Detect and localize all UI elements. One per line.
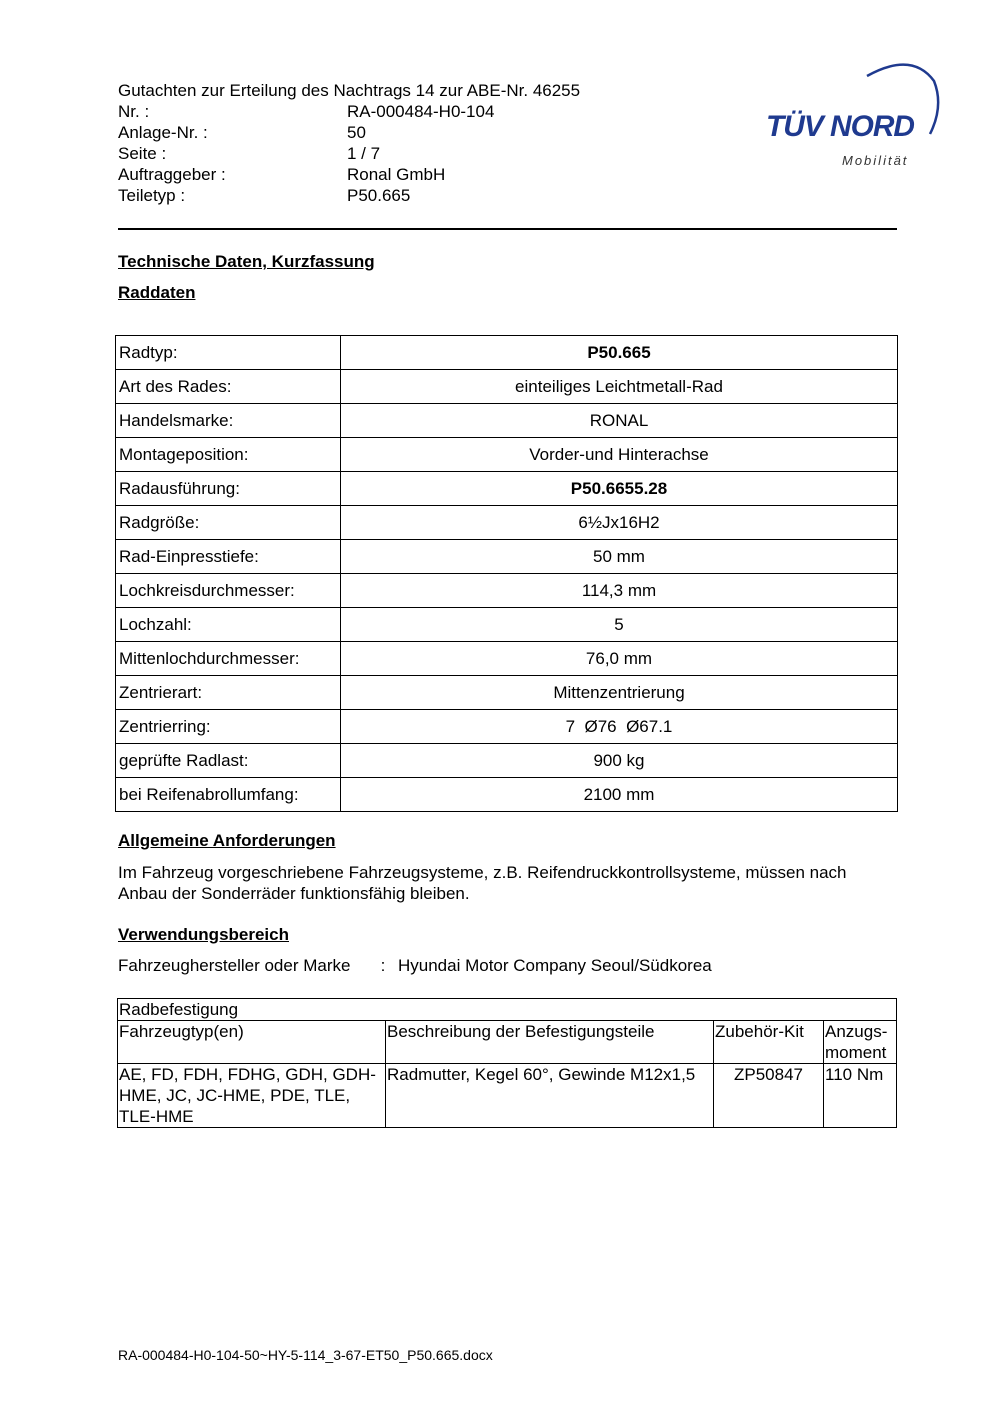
column-header: Beschreibung der Befestigungsteile [386,1021,714,1064]
header-row-auftraggeber [118,164,678,185]
row-label: bei Reifenabrollumfang: [116,778,341,812]
vehicle-types-cell: AE, FD, FDH, FDHG, GDH, GDH-HME, JC, JC-HME, PDE, TLE, TLE-HME [118,1064,386,1128]
row-value: P50.665 [341,336,898,370]
row-label: Mittenlochdurchmesser: [116,642,341,676]
row-value: 5 [341,608,898,642]
row-value: RONAL [341,404,898,438]
header-row-teiletyp [118,185,678,206]
table-row [116,574,898,608]
row-label: geprüfte Radlast: [116,744,341,778]
row-value: 76,0 mm [341,642,898,676]
row-label: Rad-Einpresstiefe: [116,540,341,574]
anforderungen-text: Im Fahrzeug vorgeschriebene Fahrzeugsysteme, z.B. Reifendruckkontrollsysteme, müssen nach Anbau der Sonderräder funktionsfähig bleiben. [118,863,847,903]
table-row [116,370,898,404]
column-header: Zubehör-Kit [714,1021,824,1064]
table-row [116,540,898,574]
header-label: Nr. : [118,102,150,121]
table-row [116,676,898,710]
row-value: 114,3 mm [341,574,898,608]
table-row [116,744,898,778]
header-value: 1 / 7 [347,144,381,163]
kit-cell: ZP50847 [714,1064,824,1128]
manufacturer-line [118,956,712,976]
document-title: Gutachten zur Erteilung des Nachtrags 14 zur ABE-Nr. 46255 [118,81,581,100]
header-row-nr [118,101,678,122]
header-label: Seite : [118,144,167,163]
wheel-data-table [115,335,898,812]
row-label: Radgröße: [116,506,341,540]
document-header [118,80,678,206]
row-value: P50.6655.28 [341,472,898,506]
torque-cell: 110 Nm [824,1064,897,1128]
fastener-description-cell: Radmutter, Kegel 60°, Gewinde M12x1,5 [386,1064,714,1128]
table-row [116,710,898,744]
footer-filename: RA-000484-H0-104-50~HY-5-114_3-67-ET50_P50.665.docx [118,1347,493,1363]
manufacturer-label: Fahrzeughersteller oder Marke [118,956,351,975]
section-heading-anforderungen: Allgemeine Anforderungen [118,831,336,850]
table-row [116,336,898,370]
table-row [116,608,898,642]
table-row [116,438,898,472]
section-heading-tech: Technische Daten, Kurzfassung [118,252,375,271]
table-row [116,404,898,438]
section-heading-raddaten: Raddaten [118,283,196,302]
column-header: Fahrzeugtyp(en) [118,1021,386,1064]
section-heading-verwendung: Verwendungsbereich [118,925,289,944]
header-value: Ronal GmbH [347,165,446,184]
table-row [118,1064,897,1128]
row-label: Radtyp: [116,336,341,370]
header-value: P50.665 [347,186,411,205]
table-header-row [118,1021,897,1064]
row-label: Handelsmarke: [116,404,341,438]
manufacturer-value: Hyundai Motor Company Seoul/Südkorea [398,956,712,975]
row-label: Radausführung: [116,472,341,506]
svg-text:TÜV NORD: TÜV NORD [766,110,915,143]
header-value: 50 [347,123,366,142]
header-divider [118,228,897,230]
header-label: Anlage-Nr. : [118,123,208,142]
row-label: Lochzahl: [116,608,341,642]
row-label: Zentrierring: [116,710,341,744]
manufacturer-separator: : [380,956,386,975]
header-label: Teiletyp : [118,186,186,205]
table-title: Radbefestigung [118,999,897,1021]
row-label: Zentrierart: [116,676,341,710]
header-row-seite [118,143,678,164]
row-value: 6½Jx16H2 [341,506,898,540]
header-label: Auftraggeber : [118,165,226,184]
mounting-table [117,998,897,1128]
column-header: Anzugs-moment [824,1021,897,1064]
table-row [116,506,898,540]
row-value: 2100 mm [341,778,898,812]
table-row [116,778,898,812]
table-title-row [118,999,897,1021]
row-label: Art des Rades: [116,370,341,404]
table-row [116,472,898,506]
row-value: Mittenzentrierung [341,676,898,710]
tuv-nord-logo [762,56,942,176]
header-value: RA-000484-H0-104 [347,102,495,121]
row-value: Vorder-und Hinterachse [341,438,898,472]
row-value: 900 kg [341,744,898,778]
row-value: 50 mm [341,540,898,574]
header-row-anlage [118,122,678,143]
row-value: 7 Ø76 Ø67.1 [341,710,898,744]
row-label: Montageposition: [116,438,341,472]
table-row [116,642,898,676]
row-value: einteiliges Leichtmetall-Rad [341,370,898,404]
row-label: Lochkreisdurchmesser: [116,574,341,608]
svg-text:Mobilität: Mobilität [842,153,909,168]
